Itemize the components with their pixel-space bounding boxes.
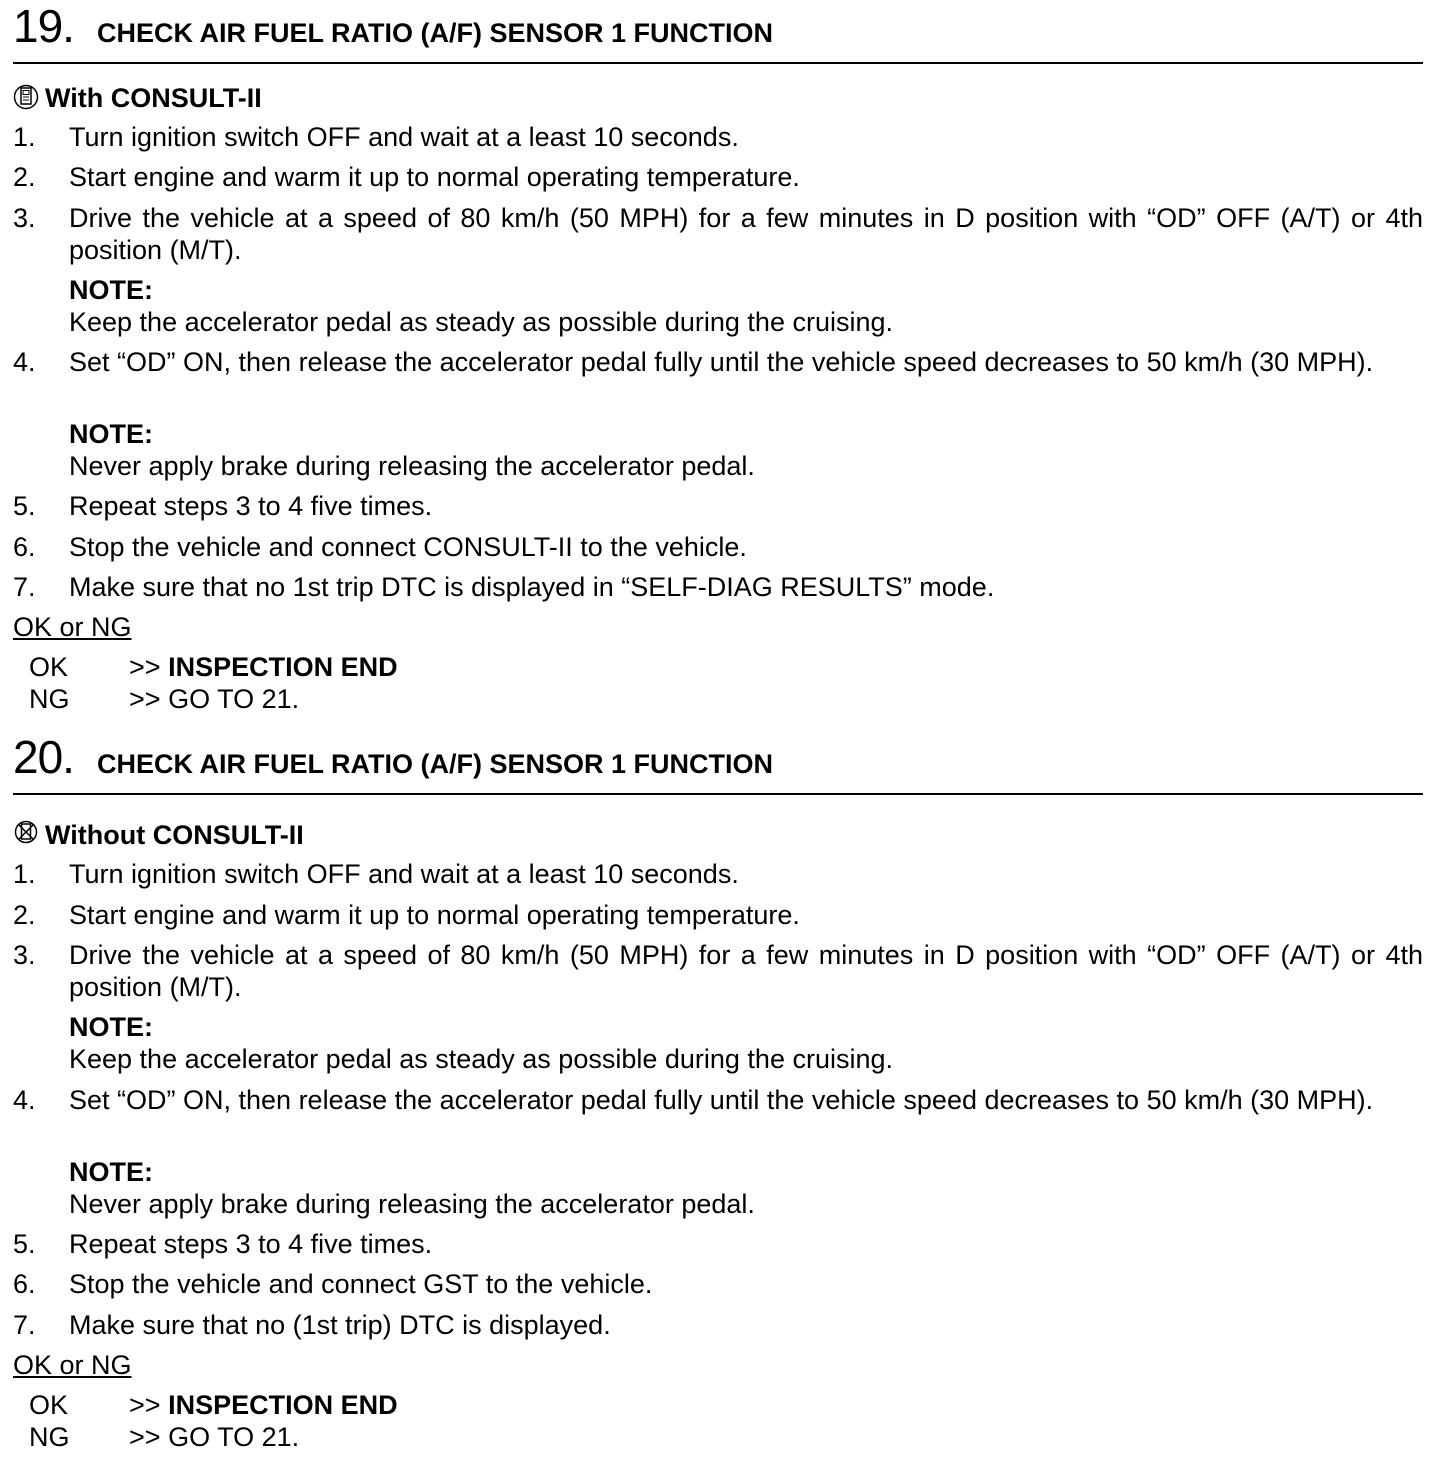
- note-label: NOTE:: [69, 1012, 153, 1042]
- note: [69, 418, 1423, 482]
- mode-label-without-consult: [13, 818, 304, 856]
- section-header: [13, 0, 1423, 64]
- step-item: [13, 858, 1423, 890]
- result-ng: [29, 683, 299, 715]
- result-action: INSPECTION END: [168, 1390, 398, 1420]
- result-action: GO TO 21.: [168, 1422, 300, 1452]
- step-item: [13, 1084, 1423, 1116]
- step-number: 7.: [13, 1310, 36, 1340]
- step-item: [13, 1228, 1423, 1260]
- note-text: Never apply brake during releasing the accelerator pedal.: [69, 1189, 755, 1219]
- result-label: NG: [29, 1422, 70, 1452]
- result-arrow: >>: [129, 1422, 161, 1452]
- step-item: [13, 899, 1423, 931]
- no-consult-icon: [13, 820, 39, 856]
- step-item: [13, 939, 1423, 1003]
- step-text: Set “OD” ON, then release the accelerator pedal fully until the vehicle speed decreases to 50 km/h (30 MPH).: [69, 1085, 1374, 1115]
- step-number: 6.: [13, 1269, 36, 1299]
- note-text: Keep the accelerator pedal as steady as possible during the cruising.: [69, 1044, 894, 1074]
- result-ok: [29, 1389, 398, 1421]
- step-number: 2.: [13, 162, 36, 192]
- mode-label-text: With CONSULT-II: [45, 83, 262, 113]
- note: [69, 1011, 1423, 1075]
- step-text: Start engine and warm it up to normal operating temperature.: [69, 162, 800, 192]
- result-arrow: >>: [129, 652, 161, 682]
- section-title: CHECK AIR FUEL RATIO (A/F) SENSOR 1 FUNCTION: [97, 18, 774, 48]
- result-arrow: >>: [129, 1390, 161, 1420]
- step-number: 5.: [13, 491, 36, 521]
- step-number: 5.: [13, 1229, 36, 1259]
- step-item: [13, 1309, 1423, 1341]
- note-label: NOTE:: [69, 419, 153, 449]
- result-label: NG: [29, 684, 70, 714]
- mode-label-text: Without CONSULT-II: [45, 820, 304, 850]
- step-item: [13, 346, 1423, 378]
- ok-or-ng-heading: OK or NG: [13, 612, 132, 642]
- step-text: Make sure that no 1st trip DTC is displayed in “SELF-DIAG RESULTS” mode.: [69, 572, 995, 602]
- result-arrow: >>: [129, 684, 161, 714]
- step-text: Set “OD” ON, then release the accelerator pedal fully until the vehicle speed decreases to 50 km/h (30 MPH).: [69, 347, 1374, 377]
- step-text: Start engine and warm it up to normal operating temperature.: [69, 900, 800, 930]
- step-number: 1.: [13, 859, 36, 889]
- result-action: INSPECTION END: [168, 652, 398, 682]
- step-item: [13, 531, 1423, 563]
- step-number: 1.: [13, 122, 36, 152]
- step-text: Stop the vehicle and connect GST to the vehicle.: [69, 1269, 653, 1299]
- note-text: Keep the accelerator pedal as steady as possible during the cruising.: [69, 307, 894, 337]
- step-item: [13, 1268, 1423, 1300]
- note-text: Never apply brake during releasing the accelerator pedal.: [69, 451, 755, 481]
- step-item: [13, 161, 1423, 193]
- section-header: [13, 731, 1423, 795]
- step-number: 4.: [13, 1085, 36, 1115]
- result-label: OK: [29, 1390, 69, 1420]
- step-text: Turn ignition switch OFF and wait at a least 10 seconds.: [69, 122, 739, 152]
- note-label: NOTE:: [69, 1157, 153, 1187]
- step-item: [13, 121, 1423, 153]
- step-number: 7.: [13, 572, 36, 602]
- section-number: 20.: [13, 731, 74, 783]
- step-item: [13, 490, 1423, 522]
- result-label: OK: [29, 652, 69, 682]
- step-text: Drive the vehicle at a speed of 80 km/h (50 MPH) for a few minutes in D position with “OD” OFF (A/T) or 4th position (M/T).: [69, 940, 1423, 1002]
- result-action: GO TO 21.: [168, 684, 300, 714]
- step-item: [13, 571, 1423, 603]
- step-item: [13, 202, 1423, 266]
- result-ok: [29, 651, 398, 683]
- step-text: Make sure that no (1st trip) DTC is displayed.: [69, 1310, 611, 1340]
- step-number: 3.: [13, 203, 36, 233]
- step-text: Turn ignition switch OFF and wait at a least 10 seconds.: [69, 859, 739, 889]
- note: [69, 274, 1423, 338]
- section-number: 19.: [13, 0, 74, 52]
- section-title: CHECK AIR FUEL RATIO (A/F) SENSOR 1 FUNCTION: [97, 749, 774, 779]
- ok-or-ng-heading: OK or NG: [13, 1350, 132, 1380]
- step-text: Drive the vehicle at a speed of 80 km/h (50 MPH) for a few minutes in D position with “OD” OFF (A/T) or 4th position (M/T).: [69, 203, 1423, 265]
- mode-label-with-consult: [13, 81, 262, 119]
- step-number: 3.: [13, 940, 36, 970]
- step-text: Repeat steps 3 to 4 five times.: [69, 491, 433, 521]
- step-text: Repeat steps 3 to 4 five times.: [69, 1229, 433, 1259]
- step-number: 6.: [13, 532, 36, 562]
- result-ng: [29, 1421, 299, 1453]
- step-text: Stop the vehicle and connect CONSULT-II to the vehicle.: [69, 532, 747, 562]
- step-number: 2.: [13, 900, 36, 930]
- note: [69, 1156, 1423, 1220]
- note-label: NOTE:: [69, 275, 153, 305]
- step-number: 4.: [13, 347, 36, 377]
- consult-icon: [13, 83, 39, 119]
